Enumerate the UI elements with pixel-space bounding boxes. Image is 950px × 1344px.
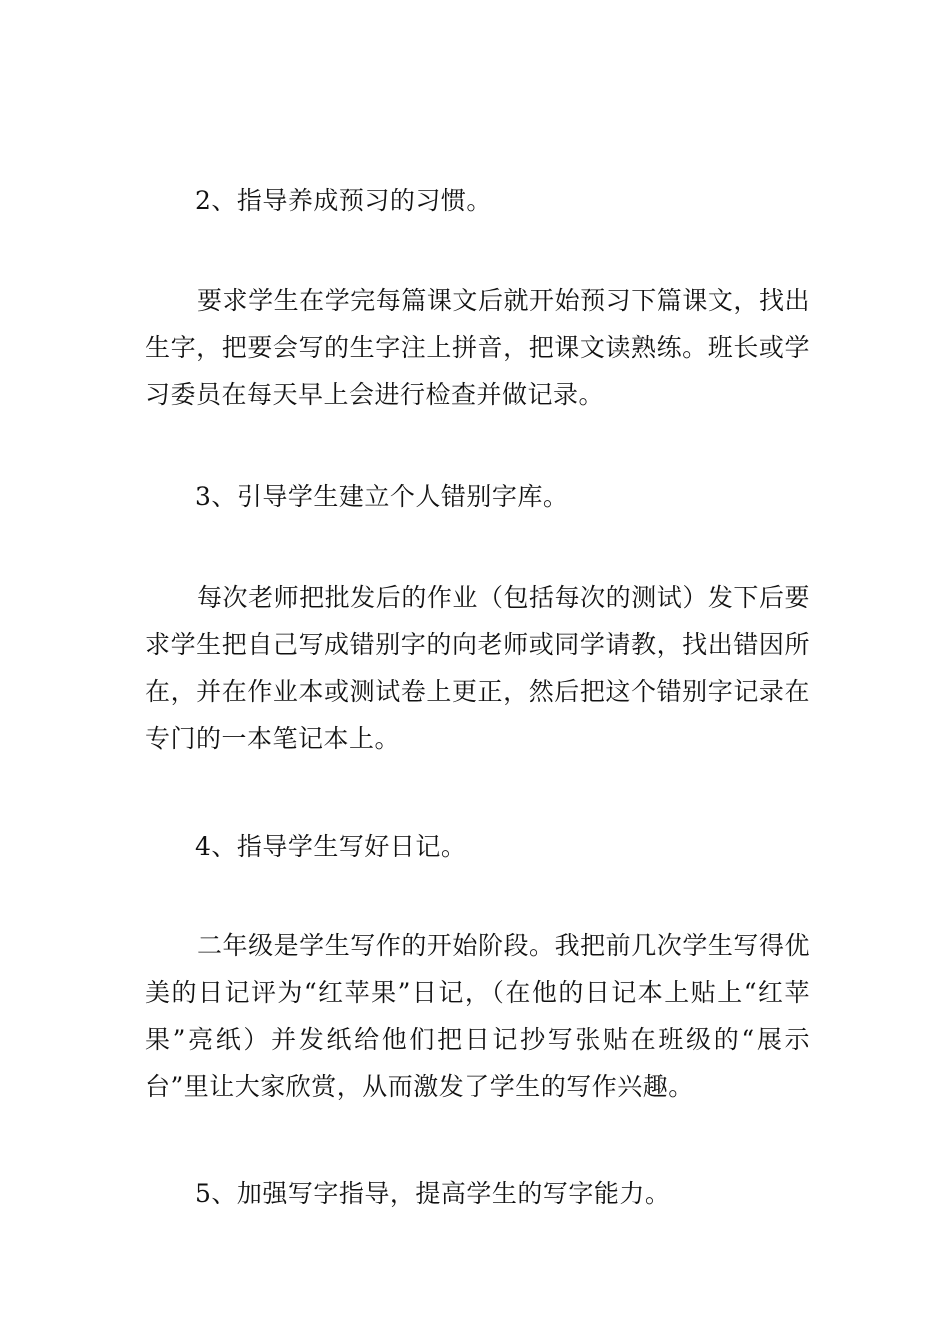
paragraph-preview-habit: 要求学生在学完每篇课文后就开始预习下篇课文，找出生字，把要会写的生字注上拼音，把课文读熟练。班长或学习委员在每天早上会进行检查并做记录。 (145, 286, 810, 409)
paragraph-diary: 二年级是学生写作的开始阶段。我把前几次学生写得优美的日记评为“红苹果”日记，（在他的日记本上贴上“红苹果”亮纸）并发纸给他们把日记抄写张贴在班级的“展示台”里让大家欣赏，从而激发了学生的写作兴趣。 (145, 931, 810, 1101)
section-heading-4: 4、指导学生写好日记。 (195, 832, 467, 861)
section-heading-5: 5、加强写字指导，提高学生的写字能力。 (195, 1179, 671, 1208)
section-heading-3: 3、引导学生建立个人错别字库。 (195, 482, 569, 511)
paragraph-typo-library: 每次老师把批发后的作业（包括每次的测试）发下后要求学生把自己写成错别字的向老师或同学请教，找出错因所在，并在作业本或测试卷上更正，然后把这个错别字记录在专门的一本笔记本上。 (145, 583, 810, 753)
section-heading-2: 2、指导养成预习的习惯。 (195, 186, 492, 215)
